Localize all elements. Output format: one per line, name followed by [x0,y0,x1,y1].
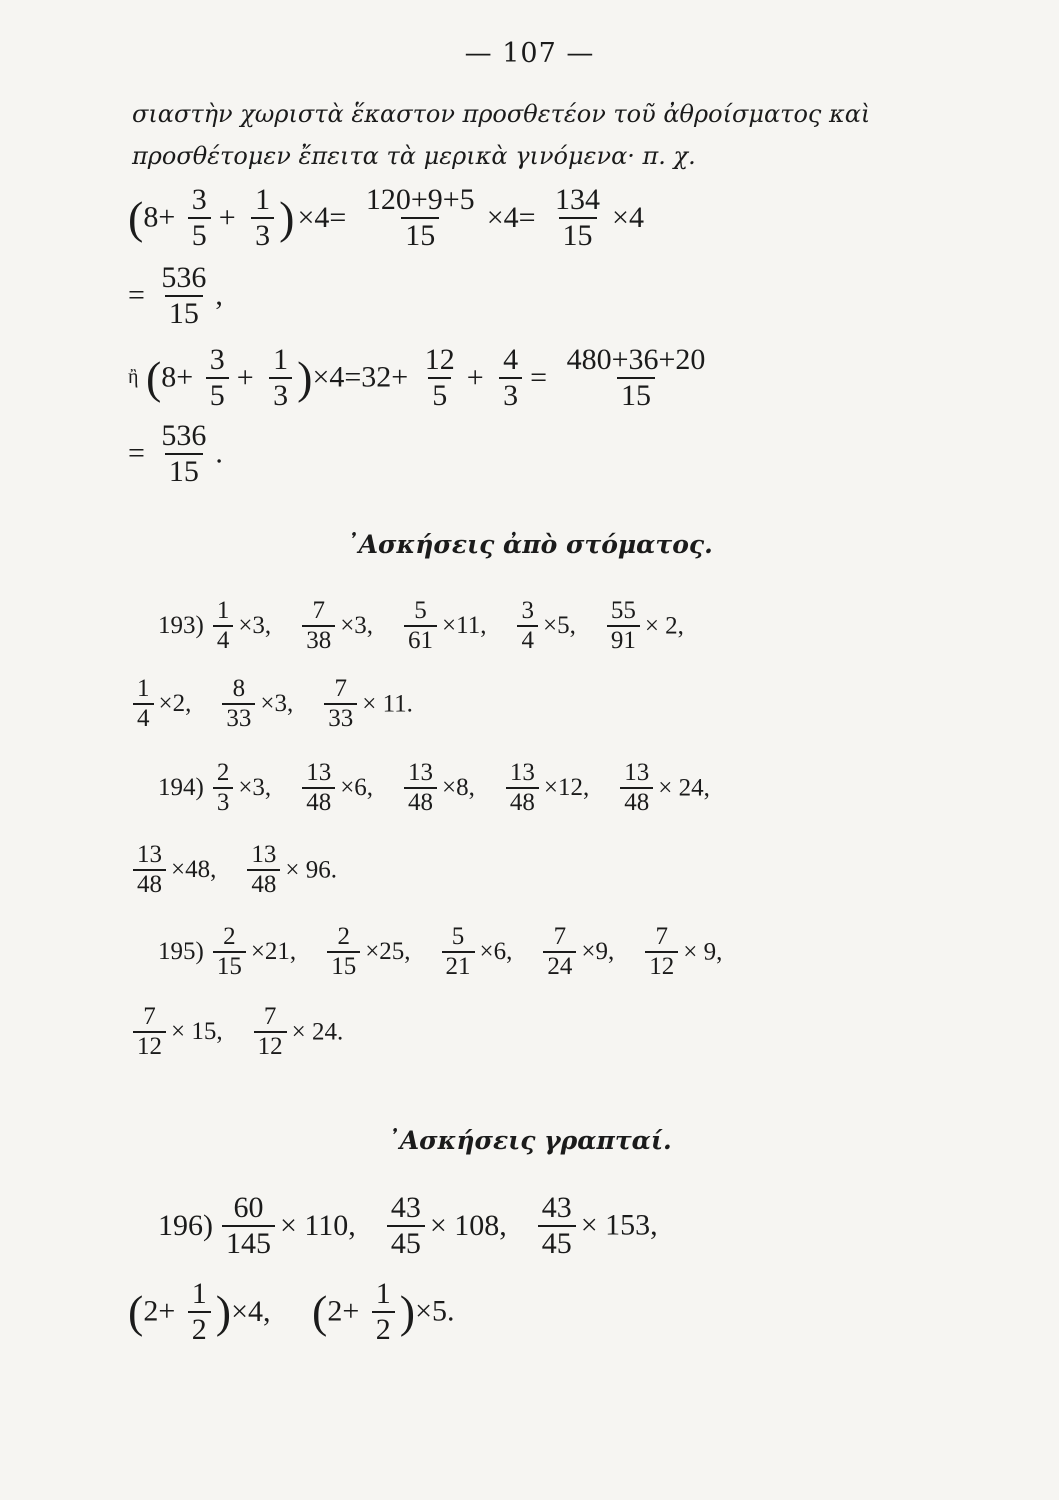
multiplier: × 11. [362,690,413,718]
close-paren: ) [399,1286,416,1337]
fraction [387,1192,425,1259]
open-paren: ( [312,1286,328,1337]
multiplier: ×5, [542,612,576,640]
multiplier: ×2, [158,690,192,718]
denominator: 15 [213,951,246,980]
operator: ×4= [486,200,536,234]
equation-2 [128,344,714,411]
operator: + [218,200,236,234]
denominator: 38 [302,625,335,654]
numerator: 1 [273,343,289,376]
fraction [404,598,437,655]
numerator: 7 [312,597,325,624]
denominator: 48 [302,787,335,816]
fraction [362,184,479,251]
denominator: 15 [165,453,203,488]
exercise-number: 193) [158,612,204,640]
denominator: 15 [617,377,655,412]
denominator: 21 [442,951,475,980]
multiplier: × 9, [683,938,723,966]
fraction [213,760,234,817]
fraction [302,760,335,817]
multiplier: ×3, [238,612,272,640]
multiplier: ×6, [479,938,513,966]
fraction [645,924,678,981]
numerator: 536 [161,261,207,294]
multiplier: ×3, [260,690,294,718]
denominator: 15 [559,217,597,252]
numerator: 13 [509,759,535,786]
numerator: 120+9+5 [365,183,475,216]
exercise-194-line-2 [128,842,337,899]
fraction [563,344,710,411]
close-paren: ) [279,192,295,243]
numerator: 7 [553,923,567,950]
denominator: 61 [404,625,437,654]
multiplier: ×48, [171,856,217,884]
numerator: 2 [216,759,230,786]
equation-1-result [128,262,223,329]
numerator: 7 [263,1003,277,1030]
fraction [188,184,211,251]
numerator: 12 [424,343,455,376]
numerator: 3 [209,343,225,376]
operator: ×4 [612,200,644,234]
numerator: 13 [137,841,162,868]
exercise-193-line-2 [128,676,413,733]
denominator: 145 [222,1225,275,1260]
fraction [551,184,604,251]
multiplier: × 2, [644,612,684,640]
exercise-194-line-1 [158,760,710,817]
operator: ×4=32+ [312,360,409,394]
equals: = [128,436,145,470]
fraction [133,676,154,733]
fraction [133,842,166,899]
exercise-196-line-1 [158,1192,658,1259]
multiplier: ×5. [415,1294,455,1328]
page-number: — 107 — [464,38,595,69]
eq-term: 2+ [143,1294,176,1328]
intro-line-2: προσθέτομεν ἔπειτα τὰ μερικὰ γινόμενα· π. χ. [132,142,696,170]
multiplier: ×8, [442,774,475,802]
fraction [620,760,653,817]
numerator: 480+36+20 [566,343,706,376]
numerator: 13 [624,759,650,786]
numerator: 4 [503,343,519,376]
denominator: 33 [222,703,255,732]
exercise-195-line-2 [128,1004,343,1061]
denominator: 4 [213,625,234,654]
heading-written-exercises: ᾿Ασκήσεις γραπταί. [387,1126,672,1155]
fraction [499,344,522,411]
multiplier: ×25, [365,938,411,966]
denominator: 5 [206,377,229,412]
denominator: 48 [247,869,280,898]
fraction [251,184,274,251]
denominator: 3 [269,377,292,412]
exercise-195-line-1 [158,924,722,981]
fraction [372,1278,395,1345]
numerator: 13 [251,841,277,868]
or-word: ἢ [128,366,139,388]
operator: ×4= [297,200,347,234]
multiplier: × 110, [280,1208,356,1242]
numerator: 55 [610,597,636,624]
multiplier: × 108, [429,1208,507,1242]
multiplier: ×6, [340,774,374,802]
fraction [222,1192,275,1259]
eq-term: 8+ [161,360,194,394]
heading-oral-exercises: ᾿Ασκήσεις ἀπὸ στόματος. [346,530,713,559]
numerator: 1 [137,675,150,702]
fraction [247,842,280,899]
denominator: 2 [372,1311,395,1346]
eq-term: 2+ [327,1294,360,1328]
multiplier: ×3, [340,612,374,640]
multiplier: ×4, [231,1294,271,1328]
open-paren: ( [145,352,162,403]
numerator: 2 [337,923,350,950]
exercise-number: 196) [158,1208,213,1242]
fraction [538,1192,576,1259]
fraction [302,598,335,655]
fraction [213,598,234,655]
fraction [327,924,360,981]
denominator: 5 [428,377,451,412]
denominator: 12 [645,951,678,980]
multiplier: ×11, [442,612,487,640]
numerator: 43 [541,1191,572,1224]
numerator: 13 [408,759,434,786]
multiplier: × 15, [171,1018,223,1046]
numerator: 536 [161,419,207,452]
fraction [517,598,538,655]
denominator: 48 [506,787,539,816]
fraction [506,760,539,817]
denominator: 33 [324,703,357,732]
numerator: 3 [191,183,207,216]
numerator: 7 [143,1003,156,1030]
denominator: 5 [188,217,211,252]
fraction [404,760,437,817]
denominator: 15 [327,951,360,980]
exercise-number: 195) [158,938,204,966]
denominator: 45 [538,1225,576,1260]
fraction [188,1278,211,1345]
multiplier: ×9, [581,938,615,966]
equals: = [128,278,145,312]
denominator: 15 [165,295,203,330]
fraction [543,924,576,981]
numerator: 8 [232,675,246,702]
operator: + [236,360,254,394]
numerator: 134 [555,183,601,216]
denominator: 48 [404,787,437,816]
fraction [421,344,459,411]
denominator: 12 [133,1031,166,1060]
denominator: 3 [499,377,522,412]
equals: = [530,360,548,394]
multiplier: × 96. [285,856,337,884]
fraction [222,676,255,733]
numerator: 1 [375,1277,391,1310]
open-paren: ( [128,1286,144,1337]
open-paren: ( [128,192,144,243]
numerator: 7 [655,923,669,950]
denominator: 2 [188,1311,211,1346]
numerator: 7 [334,675,347,702]
multiplier: ×21, [250,938,297,966]
equation-2-result [128,420,223,487]
numerator: 1 [191,1277,207,1310]
exercise-193-line-1 [158,598,684,655]
numerator: 2 [223,923,236,950]
fraction [324,676,357,733]
denominator: 15 [401,217,439,252]
multiplier: × 153, [580,1208,658,1242]
fraction [254,1004,287,1061]
exercise-number: 194) [158,774,204,802]
denominator: 91 [607,625,640,654]
denominator: 12 [254,1031,287,1060]
denominator: 45 [387,1225,425,1260]
denominator: 48 [620,787,653,816]
exercise-196-line-2 [128,1278,455,1345]
denominator: 4 [517,625,538,654]
fraction [607,598,640,655]
numerator: 60 [233,1191,264,1224]
denominator: 48 [133,869,166,898]
numerator: 13 [306,759,332,786]
denominator: 24 [543,951,576,980]
multiplier: × 24. [291,1018,344,1046]
numerator: 1 [216,597,230,624]
fraction [157,420,210,487]
denominator: 3 [213,787,234,816]
multiplier: ×12, [543,774,590,802]
numerator: 1 [255,183,271,216]
punctuation: , [215,278,223,312]
close-paren: ) [215,1286,232,1337]
close-paren: ) [297,352,313,403]
fraction [157,262,210,329]
fraction [213,924,246,981]
fraction [206,344,229,411]
fraction [442,924,475,981]
denominator: 4 [133,703,154,732]
numerator: 3 [521,597,534,624]
fraction [269,344,292,411]
operator: + [466,360,484,394]
numerator: 5 [451,923,465,950]
multiplier: × 24, [658,774,710,802]
numerator: 5 [414,597,427,624]
eq-term: 8+ [143,200,176,234]
denominator: 3 [251,217,274,252]
intro-line-1: σιαστὴν χωριστὰ ἕκαστον προσθετέον τοῦ ἀθροίσματος καὶ [132,100,871,128]
numerator: 43 [390,1191,421,1224]
equation-1 [128,184,647,251]
multiplier: ×3, [238,774,272,802]
fraction [133,1004,166,1061]
punctuation: . [215,436,223,470]
